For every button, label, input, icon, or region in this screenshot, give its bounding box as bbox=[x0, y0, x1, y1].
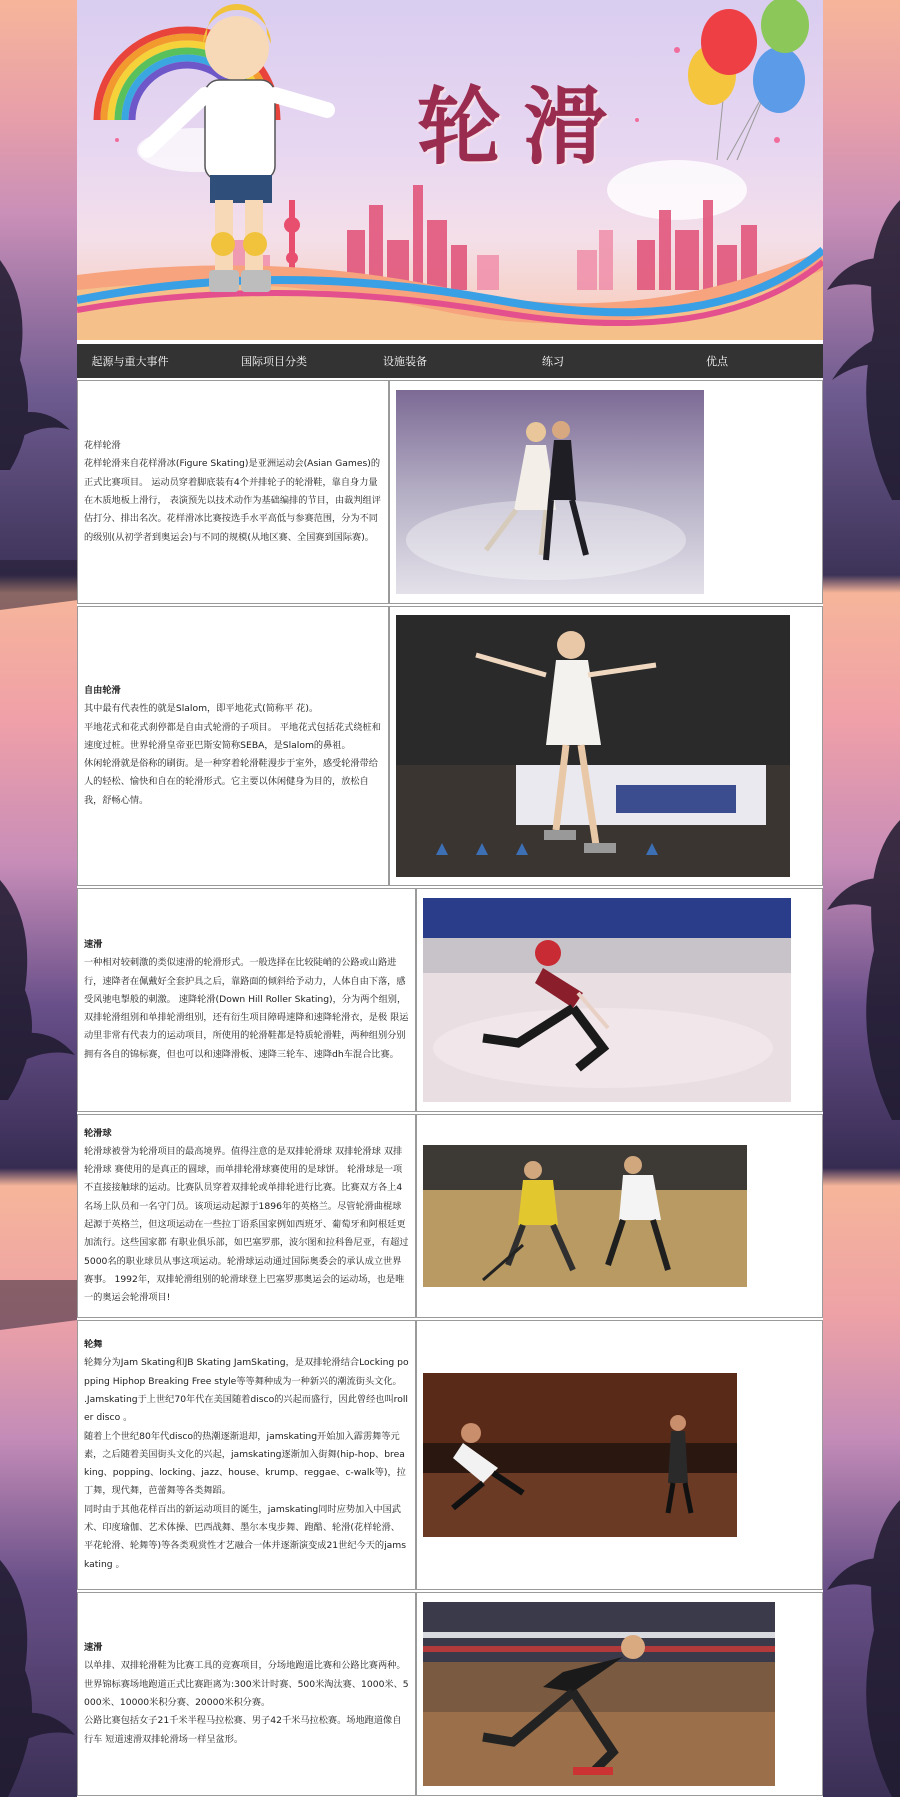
section-paragraph: 一种相对较刺激的类似速滑的轮滑形式。一般选择在比较陡峭的公路或山路进行，速降者在佩戴好全套护具之后，靠路面的倾斜给予动力，人体自由下落，感受风驰电掣般的刺激。 速降轮滑(Down Hill Roller Skating)，分为两个组别，双排轮滑组别和单排轮滑组别，还有衍生项目障碍速降和速降轮滑衣，是极 限运动里非常有代表力的运动项目，所使用的轮滑鞋都是特质轮滑鞋，两种组别分别拥有各自的锦标赛，但也可以和速降滑板、速降三轮车、速降dh车混合比赛。 bbox=[84, 957, 409, 1060]
section-text-cell bbox=[78, 381, 390, 603]
section-paragraph: 世界锦标赛场地跑道正式比赛距离为:300米计时赛、500米淘汰赛、1000米、5000米、10000米积分赛、20000米积分赛。 bbox=[84, 1678, 409, 1708]
section-text-cell bbox=[78, 1593, 417, 1795]
section-paragraph: .Jamskating于上世纪70年代在美国随着disco的兴起而盛行，因此曾经也叫roller disco 。 bbox=[84, 1393, 408, 1424]
section-image-cell bbox=[417, 1321, 822, 1589]
section-heading: 自由轮滑 bbox=[84, 684, 121, 696]
section-paragraph: 平地花式和花式刹停都是自由式轮滑的子项目。 平地花式包括花式绕桩和速度过桩。世界轮滑皇帝亚巴斯安简称SEBA，是Slalom的鼻祖。 bbox=[84, 721, 381, 751]
section-paragraph: 休闲轮滑就是俗称的刷街。是一种穿着轮滑鞋漫步于室外，感受轮滑带给人的轻松、愉快和自在的轮滑形式。它主要以休闲健身为目的，放松自我，舒畅心情。 bbox=[84, 758, 378, 806]
nav-item-categories[interactable]: 国际项目分类 bbox=[241, 355, 307, 368]
section-paragraph: 轮滑球被誉为轮滑项目的最高境界。值得注意的是双排轮滑球 双排轮滑球 双排轮滑球 赛使用的是真正的圆球，而单排轮滑球赛使用的是球饼。 轮滑球是一项不直接接触球的运动。比赛队员穿着双排轮或单排轮进行比赛。比赛双方各上4名场上队员和一名守门员。该项运动起源于1896年的英格兰。尽管轮滑曲棍球起源于英格兰，但这项运动在一些拉丁语系国家例如西班牙、葡萄牙和阿根廷更加流行。这些国家都 有职业俱乐部，如巴塞罗那，波尔图和拉科鲁尼亚，有超过5000名的职业球员从事这项运动。轮滑球运动通过国际奥委会的承认成立世界赛事。 1992年，双排轮滑组别的轮滑球登上巴塞罗那奥运会的运动场，也是唯一的奥运会轮滑项目! bbox=[84, 1145, 409, 1304]
section-paragraph: 以单排、双排轮滑鞋为比赛工具的竞赛项目，分场地跑道比赛和公路比赛两种。 bbox=[84, 1660, 406, 1672]
inline-speed-skater-photo bbox=[423, 1602, 775, 1786]
palm-tree-decoration-right bbox=[822, 0, 900, 1797]
palm-tree-decoration-left bbox=[0, 0, 78, 1797]
section-image-cell bbox=[417, 1593, 822, 1795]
section-paragraph: 随着上个世纪80年代disco的热潮逐渐退却，jamskating开始加入霹雳舞等元素，之后随着美国街头文化的兴起，jamskating逐渐加入街舞(hip-hop、breaking、popping、locking、jazz、house、krump、reggae、c-walk等)，拉丁舞，现代舞，芭蕾舞等各类舞蹈。 bbox=[84, 1430, 406, 1497]
section-text-cell bbox=[78, 1115, 417, 1317]
section-row-jam-skating bbox=[77, 1320, 823, 1590]
section-row-roller-hockey bbox=[77, 1114, 823, 1318]
section-paragraph: 公路比赛包括女子21千米半程马拉松赛、男子42千米马拉松赛。场地跑道像自行车 短道速滑双排轮滑场一样呈盆形。 bbox=[84, 1715, 402, 1745]
nav-item-origin[interactable]: 起源与重大事件 bbox=[91, 355, 169, 368]
section-text-cell bbox=[78, 1321, 417, 1589]
section-paragraph: 其中最有代表性的就是Slalom，即平地花式(简称平 花)。 bbox=[84, 703, 319, 715]
section-paragraph: 轮舞分为Jam Skating和JB Skating JamSkating，是双排轮滑结合Locking popping Hiphop Breaking Free style等等舞种成为一种新兴的潮流街头文化。 bbox=[84, 1357, 409, 1387]
page-container bbox=[77, 0, 823, 1797]
section-paragraph: 花样轮滑来自花样滑冰(Figure Skating)是亚洲运动会(Asian Games)的正式比赛项目。 运动员穿着脚底装有4个并排轮子的轮滑鞋，靠自身力量在木质地板上滑行， 表演预先以技术动作为基础编排的节目，由裁判组评估打分、排出名次。花样滑冰比赛按选手水平高低与参赛范围，分为不同的级别(从初学者到奥运会)与不同的规模(从地区赛、全国赛到国际赛)。 bbox=[84, 458, 381, 543]
section-image-cell bbox=[417, 889, 822, 1111]
header-banner bbox=[77, 0, 823, 340]
section-image-cell bbox=[417, 1115, 822, 1317]
section-heading: 速滑 bbox=[84, 938, 103, 950]
section-heading: 轮舞 bbox=[84, 1339, 103, 1351]
section-row-track-speed bbox=[77, 1592, 823, 1796]
jam-skating-photo bbox=[423, 1373, 737, 1537]
banner-title: 轮滑 bbox=[417, 77, 630, 176]
nav-item-practice[interactable]: 练习 bbox=[542, 355, 564, 368]
section-row-freestyle bbox=[77, 606, 823, 886]
section-heading: 轮滑球 bbox=[84, 1127, 112, 1139]
freestyle-slalom-photo bbox=[396, 615, 790, 877]
section-row-figure-skating bbox=[77, 380, 823, 604]
section-heading: 花样轮滑 bbox=[84, 440, 121, 452]
pair-figure-skating-photo bbox=[396, 390, 704, 594]
nav-item-advantages[interactable]: 优点 bbox=[706, 355, 728, 368]
roller-hockey-photo bbox=[423, 1145, 747, 1287]
nav-item-equipment[interactable]: 设施装备 bbox=[383, 355, 427, 368]
section-text-cell bbox=[78, 889, 417, 1111]
section-row-downhill bbox=[77, 888, 823, 1112]
main-navigation bbox=[77, 344, 823, 378]
section-heading: 速滑 bbox=[84, 1642, 103, 1654]
section-image-cell bbox=[390, 607, 822, 885]
speed-skater-photo bbox=[423, 898, 791, 1102]
section-text-cell bbox=[78, 607, 390, 885]
section-paragraph: 同时由于其他花样百出的新运动项目的诞生，jamskating同时应势加入中国武术、印度瑜伽、艺术体操、巴西战舞、墨尔本曳步舞、跑酷、轮滑(花样轮滑、平花轮滑、轮舞等)等各类观赏性才艺融合一体并逐渐演变成21世纪今天的jamskating 。 bbox=[84, 1503, 407, 1570]
section-image-cell bbox=[390, 381, 822, 603]
